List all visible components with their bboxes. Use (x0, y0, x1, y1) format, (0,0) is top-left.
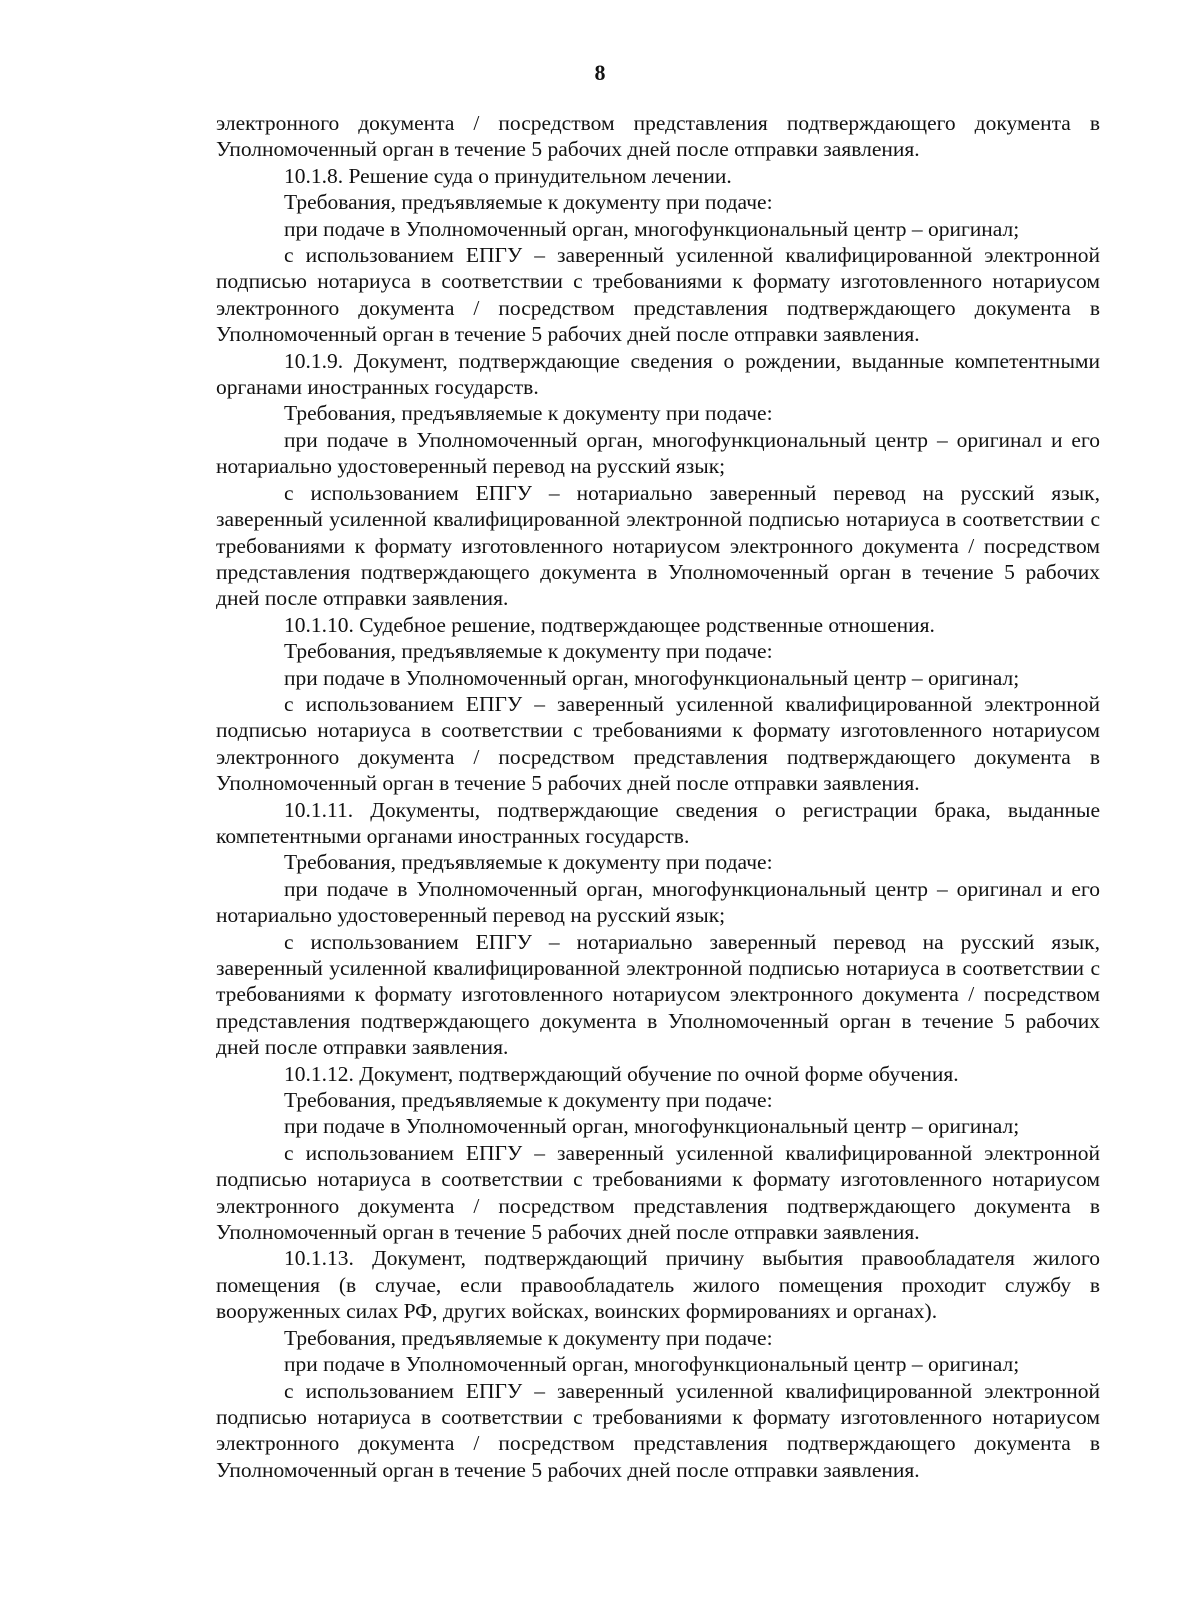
paragraph: электронного документа / посредством представления подтверждающего документа в Уполномоченный орган в течение 5 рабочих дней после отправки заявления. (216, 111, 1100, 162)
paragraph: при подаче в Уполномоченный орган, многофункциональный центр – оригинал; (284, 1352, 1020, 1377)
paragraph: Требования, предъявляемые к документу при подаче: (284, 401, 773, 426)
paragraph: 10.1.12. Документ, подтверждающий обучение по очной форме обучения. (284, 1061, 959, 1086)
paragraph: с использованием ЕПГУ – заверенный усиленной квалифицированной электронной подписью нотариуса в соответствии с требованиями к формату изготовленного нотариусом электронного документа / посредством представления подтверждающего документа в Уполномоченный орган в течение 5 рабочих дней после отправки заявления. (216, 691, 1100, 796)
paragraph: Требования, предъявляемые к документу при подаче: (284, 1088, 773, 1113)
paragraph: 10.1.8. Решение суда о принудительном лечении. (284, 163, 732, 188)
paragraph: Требования, предъявляемые к документу при подаче: (284, 639, 773, 664)
paragraph: 10.1.10. Судебное решение, подтверждающее родственные отношения. (284, 612, 935, 637)
paragraph: 10.1.13. Документ, подтверждающий причину выбытия правообладателя жилого помещения (в случае, если правообладатель жилого помещения проходит службу в вооруженных силах РФ, других войсках, воинских формированиях и органах). (216, 1246, 1100, 1324)
paragraph: Требования, предъявляемые к документу при подаче: (284, 850, 773, 875)
paragraph: с использованием ЕПГУ – заверенный усиленной квалифицированной электронной подписью нотариуса в соответствии с требованиями к формату изготовленного нотариусом электронного документа / посредством представления подтверждающего документа в Уполномоченный орган в течение 5 рабочих дней после отправки заявления. (216, 1378, 1100, 1482)
paragraph: с использованием ЕПГУ – нотариально заверенный перевод на русский язык, заверенный усиленной квалифицированной электронной подписью нотариуса в соответствии с требованиями к формату изготовленного нотариусом электронного документа / посредством представления подтверждающего документа в Уполномоченный орган в течение 5 рабочих дней после отправки заявления. (216, 929, 1100, 1060)
paragraph: с использованием ЕПГУ – нотариально заверенный перевод на русский язык, заверенный усиленной квалифицированной электронной подписью нотариуса в соответствии с требованиями к формату изготовленного нотариусом электронного документа / посредством представления подтверждающего документа в Уполномоченный орган в течение 5 рабочих дней после отправки заявления. (216, 480, 1100, 611)
paragraph: при подаче в Уполномоченный орган, многофункциональный центр – оригинал и его нотариально удостоверенный перевод на русский язык; (216, 876, 1100, 928)
paragraph: 10.1.9. Документ, подтверждающие сведения о рождении, выданные компетентными органами иностранных государств. (216, 348, 1100, 400)
paragraph: при подаче в Уполномоченный орган, многофункциональный центр – оригинал; (284, 216, 1020, 241)
paragraph: с использованием ЕПГУ – заверенный усиленной квалифицированной электронной подписью нотариуса в соответствии с требованиями к формату изготовленного нотариусом электронного документа / посредством представления подтверждающего документа в Уполномоченный орган в течение 5 рабочих дней после отправки заявления. (216, 243, 1100, 347)
paragraph: с использованием ЕПГУ – заверенный усиленной квалифицированной электронной подписью нотариуса в соответствии с требованиями к формату изготовленного нотариусом электронного документа / посредством представления подтверждающего документа в Уполномоченный орган в течение 5 рабочих дней после отправки заявления. (216, 1140, 1100, 1245)
paragraph: 10.1.11. Документы, подтверждающие сведения о регистрации брака, выданные компетентными органами иностранных государств. (216, 797, 1100, 848)
document-body (216, 110, 1100, 1483)
paragraph: Требования, предъявляемые к документу при подаче: (284, 1325, 773, 1350)
page-number: 8 (594, 60, 606, 85)
paragraph: при подаче в Уполномоченный орган, многофункциональный центр – оригинал; (284, 1114, 1020, 1139)
paragraph: при подаче в Уполномоченный орган, многофункциональный центр – оригинал; (284, 665, 1020, 690)
paragraph: Требования, предъявляемые к документу при подаче: (284, 190, 773, 215)
paragraph: при подаче в Уполномоченный орган, многофункциональный центр – оригинал и его нотариально удостоверенный перевод на русский язык; (216, 427, 1100, 479)
